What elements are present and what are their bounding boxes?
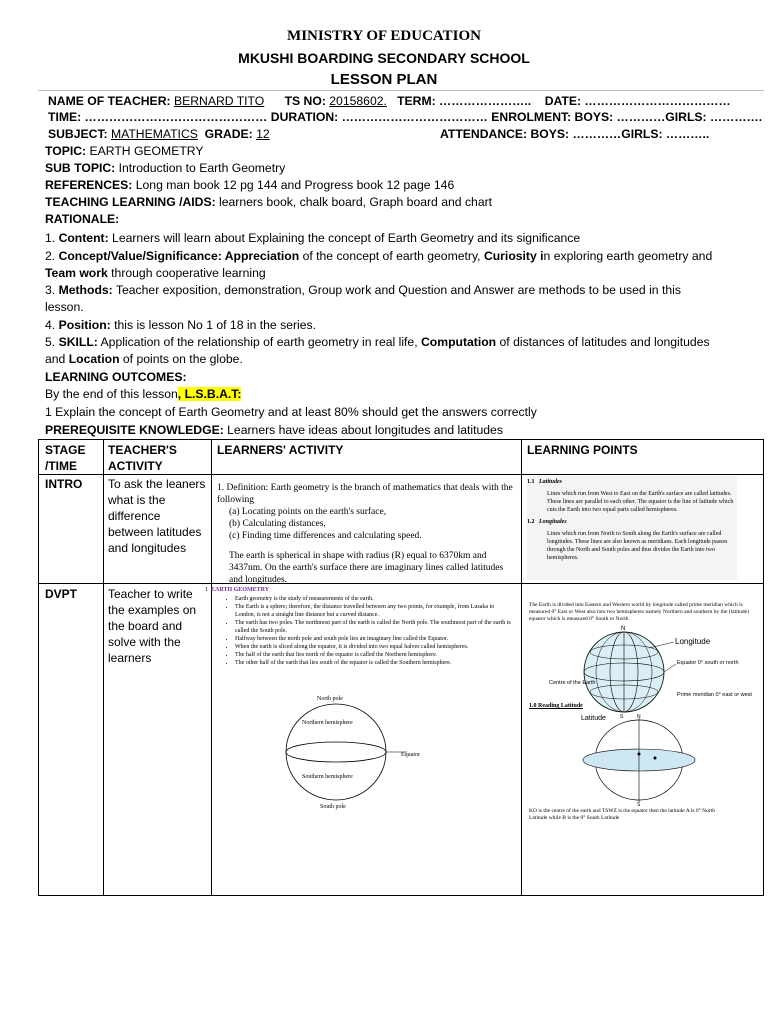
time-row: TIME: ……………………………………… DURATION: ……………………………… ENROLMENT: BOYS: …………GIRLS: …………. — [48, 110, 763, 124]
southern-hemisphere-label: Southern hemisphere — [302, 774, 353, 780]
rationale-teamwork: Team work through cooperative learning — [45, 266, 266, 280]
outcomes-heading: LEARNING OUTCOMES: — [45, 370, 187, 384]
header-divider — [38, 90, 764, 91]
bullet-item: • The half of the earth that lies north of the equator is called the Northern hemisphere. — [235, 651, 515, 659]
intro-definition: 1. Definition: Earth geometry is the branch of mathematics that deals with the following (a) Locating points on the earth's surface, (b) Calculating distances, (c) Finding time differences and calculating speed. The earth is spherical in shape with radius (R) equal to 6370km and 3437nm. On the earth's surface there are imaginary lines called latitudes and longitudes. — [217, 483, 513, 585]
bullet-item: • The earth has two poles. The northmost part of the earth is called the North pole. The southmost part of the earth is called the South pole. — [235, 619, 515, 635]
rationale-content: 1. Content: Learners will learn about Explaining the concept of Earth Geometry and its significance — [45, 231, 581, 245]
rationale-concept: 2. Concept/Value/Significance: Appreciation of the concept of earth geometry, Curiosity in exploring earth geometry and — [45, 249, 713, 263]
northern-hemisphere-label: Northern hemisphere — [302, 720, 353, 726]
rationale-heading: RATIONALE: — [45, 212, 120, 226]
intro-teacher-activity: To ask the leaners what is the difference between latitudes and longitudes — [108, 477, 206, 555]
intro-learning-points: 1.1 Latitudes Lines which run from West to East on the Earth's surface are called latitudes. These lines are parallel to each other. The equator is the line of latitude which cuts the Earth into two equal parts called hemispheres. 1.2 Longitudes Lines which run from North to South along the Earth's surface are called longitudes. These lines are also known as meridians. Each longitude passes through the North and South poles and thus divides the Earth into two hemispheres. — [527, 476, 737, 580]
prime-meridian-label: Prime meridian 0° east or west — [677, 692, 752, 698]
header-teacher: TEACHER'S ACTIVITY — [108, 443, 177, 473]
bullet-item: • The Earth is a sphere; therefore, the distance travelled between any two points, for example, from Lusaka to London, is not a straight line distance but a curved distance. — [235, 603, 515, 619]
rationale-methods-cont: lesson. — [45, 300, 84, 314]
outcomes-intro: By the end of this lesson, L.S.B.A.T: — [45, 387, 242, 401]
intro-stage: INTRO — [45, 477, 83, 491]
longitude-label: Longitude — [675, 637, 711, 646]
point-marker — [654, 757, 657, 760]
dvpt-teacher-activity: Teacher to write the examples on the board and solve with the learners — [108, 587, 197, 665]
school-heading: MKUSHI BOARDING SECONDARY SCHOOL — [238, 50, 530, 66]
rationale-location: and Location of points on the globe. — [45, 352, 243, 366]
references-line: REFERENCES: Long man book 12 pg 144 and Progress book 12 page 146 — [45, 178, 455, 192]
ministry-heading: MINISTRY OF EDUCATION — [287, 28, 481, 44]
reading-latitude-diagram — [559, 714, 739, 806]
bullet-item: • The other half of the earth that lies south of the equator is called the Southern hemisphere. — [235, 659, 515, 667]
col-divider — [103, 440, 104, 895]
topic-line: TOPIC: EARTH GEOMETRY — [45, 144, 204, 158]
rationale-methods: 3. Methods: Teacher exposition, demonstration, Group work and Question and Answer are methods to be used in this — [45, 283, 681, 297]
south-label: S — [620, 714, 624, 720]
subject-row: SUBJECT: MATHEMATICS GRADE: 12 — [48, 127, 270, 141]
reading-latitude-text: KO is the centre of the earth and TSWZ is the equator then the latitude A is 0° North Latitude while B is the 0° South Latitude — [529, 808, 715, 821]
point-marker — [638, 753, 641, 756]
south-label: S — [637, 802, 641, 806]
equator-ellipse — [286, 742, 386, 762]
rationale-skill: 5. SKILL: Application of the relationship of earth geometry in real life, Computation of distances of latitudes and longitudes — [45, 335, 710, 349]
attendance-row: ATTENDANCE: BOYS: …………GIRLS: ……….. — [440, 127, 710, 141]
bullet-item: • Halfway between the north pole and south pole lies an imaginary line called the Equator. — [235, 635, 515, 643]
north-pole-label: North pole — [317, 696, 343, 702]
teacher-row: NAME OF TEACHER: BERNARD TITO TS NO: 20158602. TERM: ………………….. DATE: ……………………………… — [48, 94, 731, 108]
reading-latitude-title: 1.0 Reading Latitude — [529, 703, 583, 709]
outcomes-item: 1 Explain the concept of Earth Geometry and at least 80% should get the answers correctly — [45, 405, 537, 419]
globe-outline — [286, 704, 386, 800]
globe-description: The Earth is divided into Eastern and Western world by longitude called prime meridian which is measured 0° East or West also into two hemispheres namely Northern and southern by the (latitude) equator which is measured 0° South or North — [529, 602, 749, 622]
header-stage: STAGE /TIME — [45, 443, 86, 473]
col-divider — [211, 440, 212, 895]
dvpt-learners-activity: 1 EARTH GEOMETRY • Earth geometry is the study of measurements of the earth. • The Earth is a sphere; therefore, the distance travelled between any two points, for example, from Lusaka to London, is not a straight line distance but a curved distance. • The earth has two poles. The northmost part of the earth is called the North pole. The southmost part of the earth is called the South pole. • Halfway between the north pole and south pole lies an imaginary line called the Equator. • When the earth is sliced along the equator, it is divided into two equal halves called hemispheres. • The half of the earth that lies north of the equator is called the Northern hemisphere. • The other half of the earth that lies south of the equator is called the Southern hemisphere. — [205, 586, 515, 667]
north-label: N — [637, 714, 641, 720]
row-divider — [39, 474, 763, 475]
rationale-position: 4. Position: this is lesson No 1 of 18 in the series. — [45, 318, 316, 332]
lesson-plan-heading: LESSON PLAN — [330, 71, 438, 88]
aids-line: TEACHING LEARNING /AIDS: learners book, chalk board, Graph board and chart — [45, 195, 493, 209]
dvpt-stage: DVPT — [45, 587, 78, 601]
header-points: LEARNING POINTS — [527, 443, 638, 457]
centre-label: Centre of the Earth — [549, 680, 596, 686]
lesson-table — [38, 439, 764, 896]
equator-description: Equator 0° south or north — [677, 660, 739, 666]
north-label: N — [621, 626, 626, 632]
header-learners: LEARNERS' ACTIVITY — [217, 443, 344, 457]
latitude-label: Latitude — [581, 715, 606, 722]
equator-pointer — [664, 664, 676, 672]
hemisphere-diagram — [269, 692, 429, 812]
bullet-item: • When the earth is sliced along the equator, it is divided into two equal halves called hemispheres. — [235, 643, 515, 651]
prereq-line: PREREQUISITE KNOWLEDGE: Learners have ideas about longitudes and latitudes — [45, 423, 503, 437]
equator-label: Equator — [401, 752, 420, 758]
south-pole-label: South pole — [320, 804, 346, 810]
subtopic-line: SUB TOPIC: Introduction to Earth Geometry — [45, 161, 286, 175]
bullet-item: • Earth geometry is the study of measurements of the earth. — [235, 595, 515, 603]
